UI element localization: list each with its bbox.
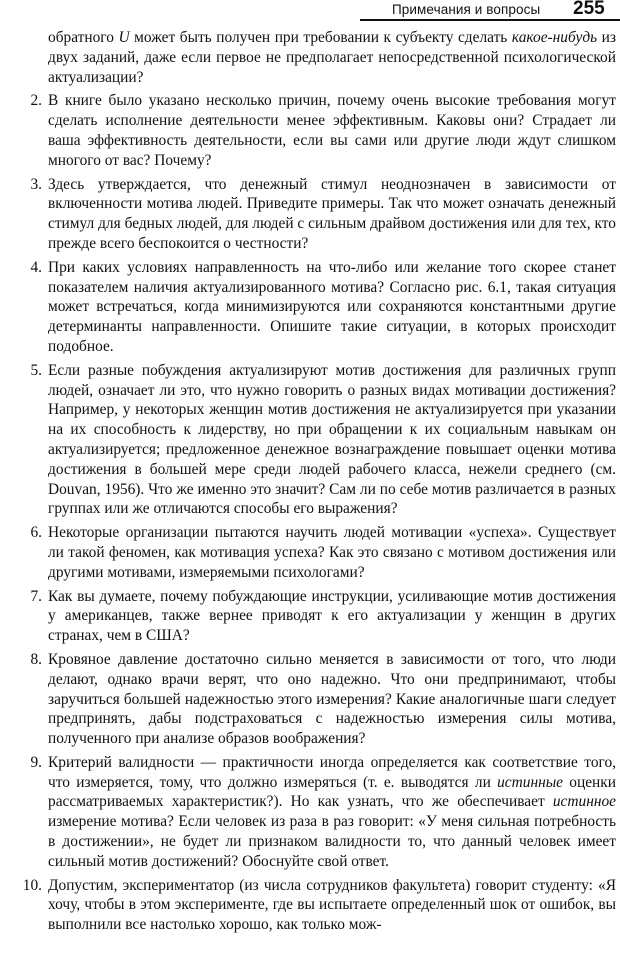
question-item <box>18 876 616 935</box>
question-continuation <box>18 28 616 87</box>
question-text: обратного <box>48 29 119 46</box>
header-title: Примечания и вопросы <box>392 2 541 17</box>
question-text: Как вы думаете, почему побуждающие инструкции, усиливающие мотив достижения у американцев, также вернее приводят к его актуализации у женщин в других странах, чем в США? <box>48 587 616 645</box>
question-text: из двух заданий, даже если первое не предполагает непосредственной психологической актуализации? <box>48 29 616 86</box>
italic-text: U <box>118 29 130 46</box>
question-text: Допустим, экспериментатор (из числа сотрудников факультета) говорит студенту: «Я хочу, чтобы в этом эксперименте, где вы испытаете определенный шок от ошибок, вы выполнили все настолько хорошо, как только мож- <box>48 876 616 934</box>
question-number: 10. <box>22 876 42 894</box>
question-text: Здесь утверждается, что денежный стимул неоднозначен в зависимости от включенности мотива людей. Приведите примеры. Так что может означать денежный стимул для бедных людей, для людей с сильным драйвом достижения или для тех, кто прежде всего беспокоится о честности? <box>48 175 616 252</box>
question-number: 9. <box>30 753 42 771</box>
question-text: В книге было указано несколько причин, почему очень высокие требования могут сделать исполнение деятельности менее эффективным. Каковы они? Страдает ли ваша эффективность деятельности, если вы сами или другие люди ждут слишком многого от вас? Почему? <box>48 92 616 169</box>
question-text: измерение мотива? Если человек из раза в раз говорит: «У меня сильная потребность в достижении», не будет ли признаком валидности то, что данный человек имеет сильный мотив достижений? Обоснуйте свой ответ. <box>48 813 616 870</box>
question-item <box>18 650 616 749</box>
question-item <box>18 258 616 357</box>
question-text: Кровяное давление достаточно сильно меняется в зависимости от того, что люди делают, однако врачи верят, что оно надежно. Что они предпринимают, чтобы заручиться большей надежностью этого измерения? Какие аналогичные шаги следует предпринять, дабы подстраховаться с надежностью измерения силы мотива, полученного при анализе образов воображения? <box>48 650 616 748</box>
question-number: 5. <box>30 361 42 379</box>
question-number: 6. <box>30 524 42 542</box>
question-number: 3. <box>30 175 42 193</box>
question-text: может быть получен при требовании к субъекту сделать <box>129 29 512 46</box>
italic-text: истинное <box>552 793 616 811</box>
question-number: 7. <box>30 587 42 605</box>
question-item <box>18 587 616 646</box>
question-text: Если разные побуждения актуализируют мотив достижения для различных групп людей, означает ли это, что нужно говорить о разных видах мотивации достижения? Например, у некоторых женщин мотив достижения не актуализируется при указании на их способность к лидерству, но при обращении к их социальным навыкам он актуализируется; предложенное денежное вознаграждение повышает оценки мотива достижения в большей мере среди людей рабочего класса, нежели среднего (см. Douvan, 1956). Что же именно это значит? Сам ли по себе мотив различается в разных группах или же отличаются способы его выражения? <box>48 361 616 518</box>
question-item <box>18 91 616 170</box>
italic-text: истинные <box>497 773 563 791</box>
italic-text: какое-нибудь <box>511 29 598 46</box>
question-list <box>18 28 616 939</box>
question-item <box>18 753 616 872</box>
question-number: 4. <box>30 258 42 276</box>
question-text: оценки рассматриваемых характеристик?). Но как узнать, что же обеспечивает <box>48 773 616 811</box>
page-number: 255 <box>573 0 605 19</box>
question-item <box>18 523 616 582</box>
running-header <box>0 0 620 22</box>
header-rule <box>360 19 620 21</box>
question-number: 8. <box>30 650 42 668</box>
question-number: 2. <box>30 92 42 110</box>
question-text: Критерий валидности — практичности иногда определяется как соответствие того, что измеряется, тому, что должно измеряться (т. е. выводятся ли <box>48 753 616 791</box>
question-item <box>18 361 616 519</box>
question-item <box>18 175 616 254</box>
question-text: Некоторые организации пытаются научить людей мотивации «успеха». Существует ли такой феномен, как мотивация успеха? Как это связано с мотивом достижения или другими мотивами, измеряемыми психологами? <box>48 524 616 581</box>
question-text: При каких условиях направленность на что-либо или желание того скорее станет показателем наличия актуализированного мотива? Согласно рис. 6.1, такая ситуация может встречаться, когда минимизируются или сохраняются константными другие детерминанты направленности. Опишите такие ситуации, в которых происходит подобное. <box>48 258 616 355</box>
